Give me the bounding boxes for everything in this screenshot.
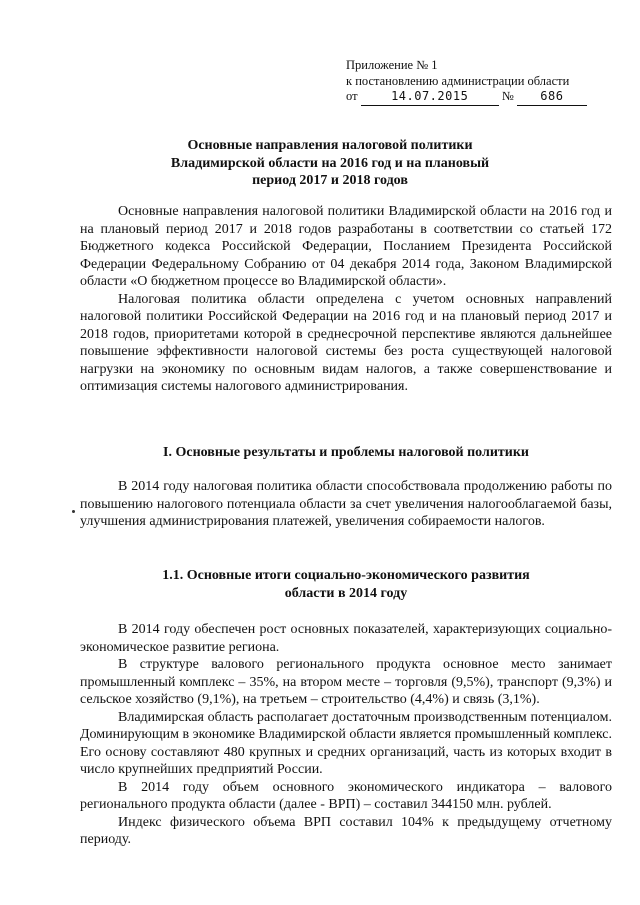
section-1-1-heading-line-1: 1.1. Основные итоги социально-экономического развития	[162, 568, 530, 583]
intro-paragraph-2: Налоговая политика области определена с учетом основных направлений налоговой политики Российской Федерации на 2016 год и на плановый период 2017 и 2018 годов, приоритетами которой в среднесрочной перспективе являются дальнейшее повышение эффективности налоговой системы без роста существующей налоговой нагрузки на экономику по основным видам налогов, а также совершенствование и оптимизация системы налогового администрирования.	[80, 291, 612, 394]
section-1-1-heading-line-2: области в 2014 году	[284, 585, 408, 601]
handwritten-date: 14.07.2015	[361, 89, 499, 106]
section-1-1-paragraph-4: В 2014 году объем основного экономического индикатора – валового регионального продукта области (далее - ВРП) – составил 344150 млн. рублей.	[80, 779, 612, 812]
appendix-date-line	[346, 89, 587, 106]
section-1-text	[80, 478, 612, 531]
title-line-2: Владимирской области на 2016 год и на плановый	[170, 155, 490, 171]
handwritten-number: 686	[517, 89, 587, 106]
number-prefix: №	[501, 89, 514, 103]
section-1-heading-text: I. Основные результаты и проблемы налоговой политики	[163, 445, 529, 460]
section-1-1-paragraph-3: Владимирская область располагает достаточным производственным потенциалом. Доминирующим в экономике Владимирской области является промышленный комплекс. Его основу составляют 480 крупных и средних организаций, часть из которых входит в число крупнейших предприятий России.	[80, 709, 612, 777]
section-1-1-paragraph-1: В 2014 году обеспечен рост основных показателей, характеризующих социально-экономическое развитие региона.	[80, 622, 612, 655]
title-line-1: Основные направления налоговой политики	[187, 138, 473, 153]
section-1-1-paragraph-5: Индекс физического объема ВРП составил 104% к предыдущему отчетному периоду.	[80, 814, 612, 847]
intro-text	[80, 203, 612, 396]
section-1-1-paragraph-2: В структуре валового регионального продукта основное место занимает промышленный комплекс – 35%, на втором месте – торговля (9,5%), транспорт (9,3%) и сельское хозяйство (9,1%), на третьем – строительство (4,4%) и связь (3,1%).	[80, 657, 612, 707]
intro-paragraph-1: Основные направления налоговой политики Владимирской области на 2016 год и на плановый период 2017 и 2018 годов разработаны в соответствии со статьей 172 Бюджетного кодекса Российской Федерации, Посланием Президента Российской Федерации Федеральному Собранию от 04 декабря 2014 года, Законом Владимирской области «О бюджетном процессе во Владимирской области».	[80, 204, 612, 289]
section-1-1-text	[80, 621, 612, 849]
date-prefix: от	[346, 89, 358, 103]
title-line-3: период 2017 и 2018 годов	[252, 173, 408, 188]
section-1-1-heading	[80, 567, 612, 602]
appendix-number: Приложение № 1	[346, 58, 438, 72]
section-1-heading	[80, 444, 612, 462]
scan-mark	[72, 510, 75, 513]
appendix-header	[346, 58, 587, 106]
document-title	[80, 137, 580, 190]
appendix-resolution: к постановлению администрации области	[346, 73, 570, 88]
section-1-paragraph-1: В 2014 году налоговая политика области способствовала продолжению работы по повышению налогового потенциала области за счет увеличения налогооблагаемой базы, улучшения администрирования платежей, увеличения собираемости налогов.	[80, 479, 612, 529]
